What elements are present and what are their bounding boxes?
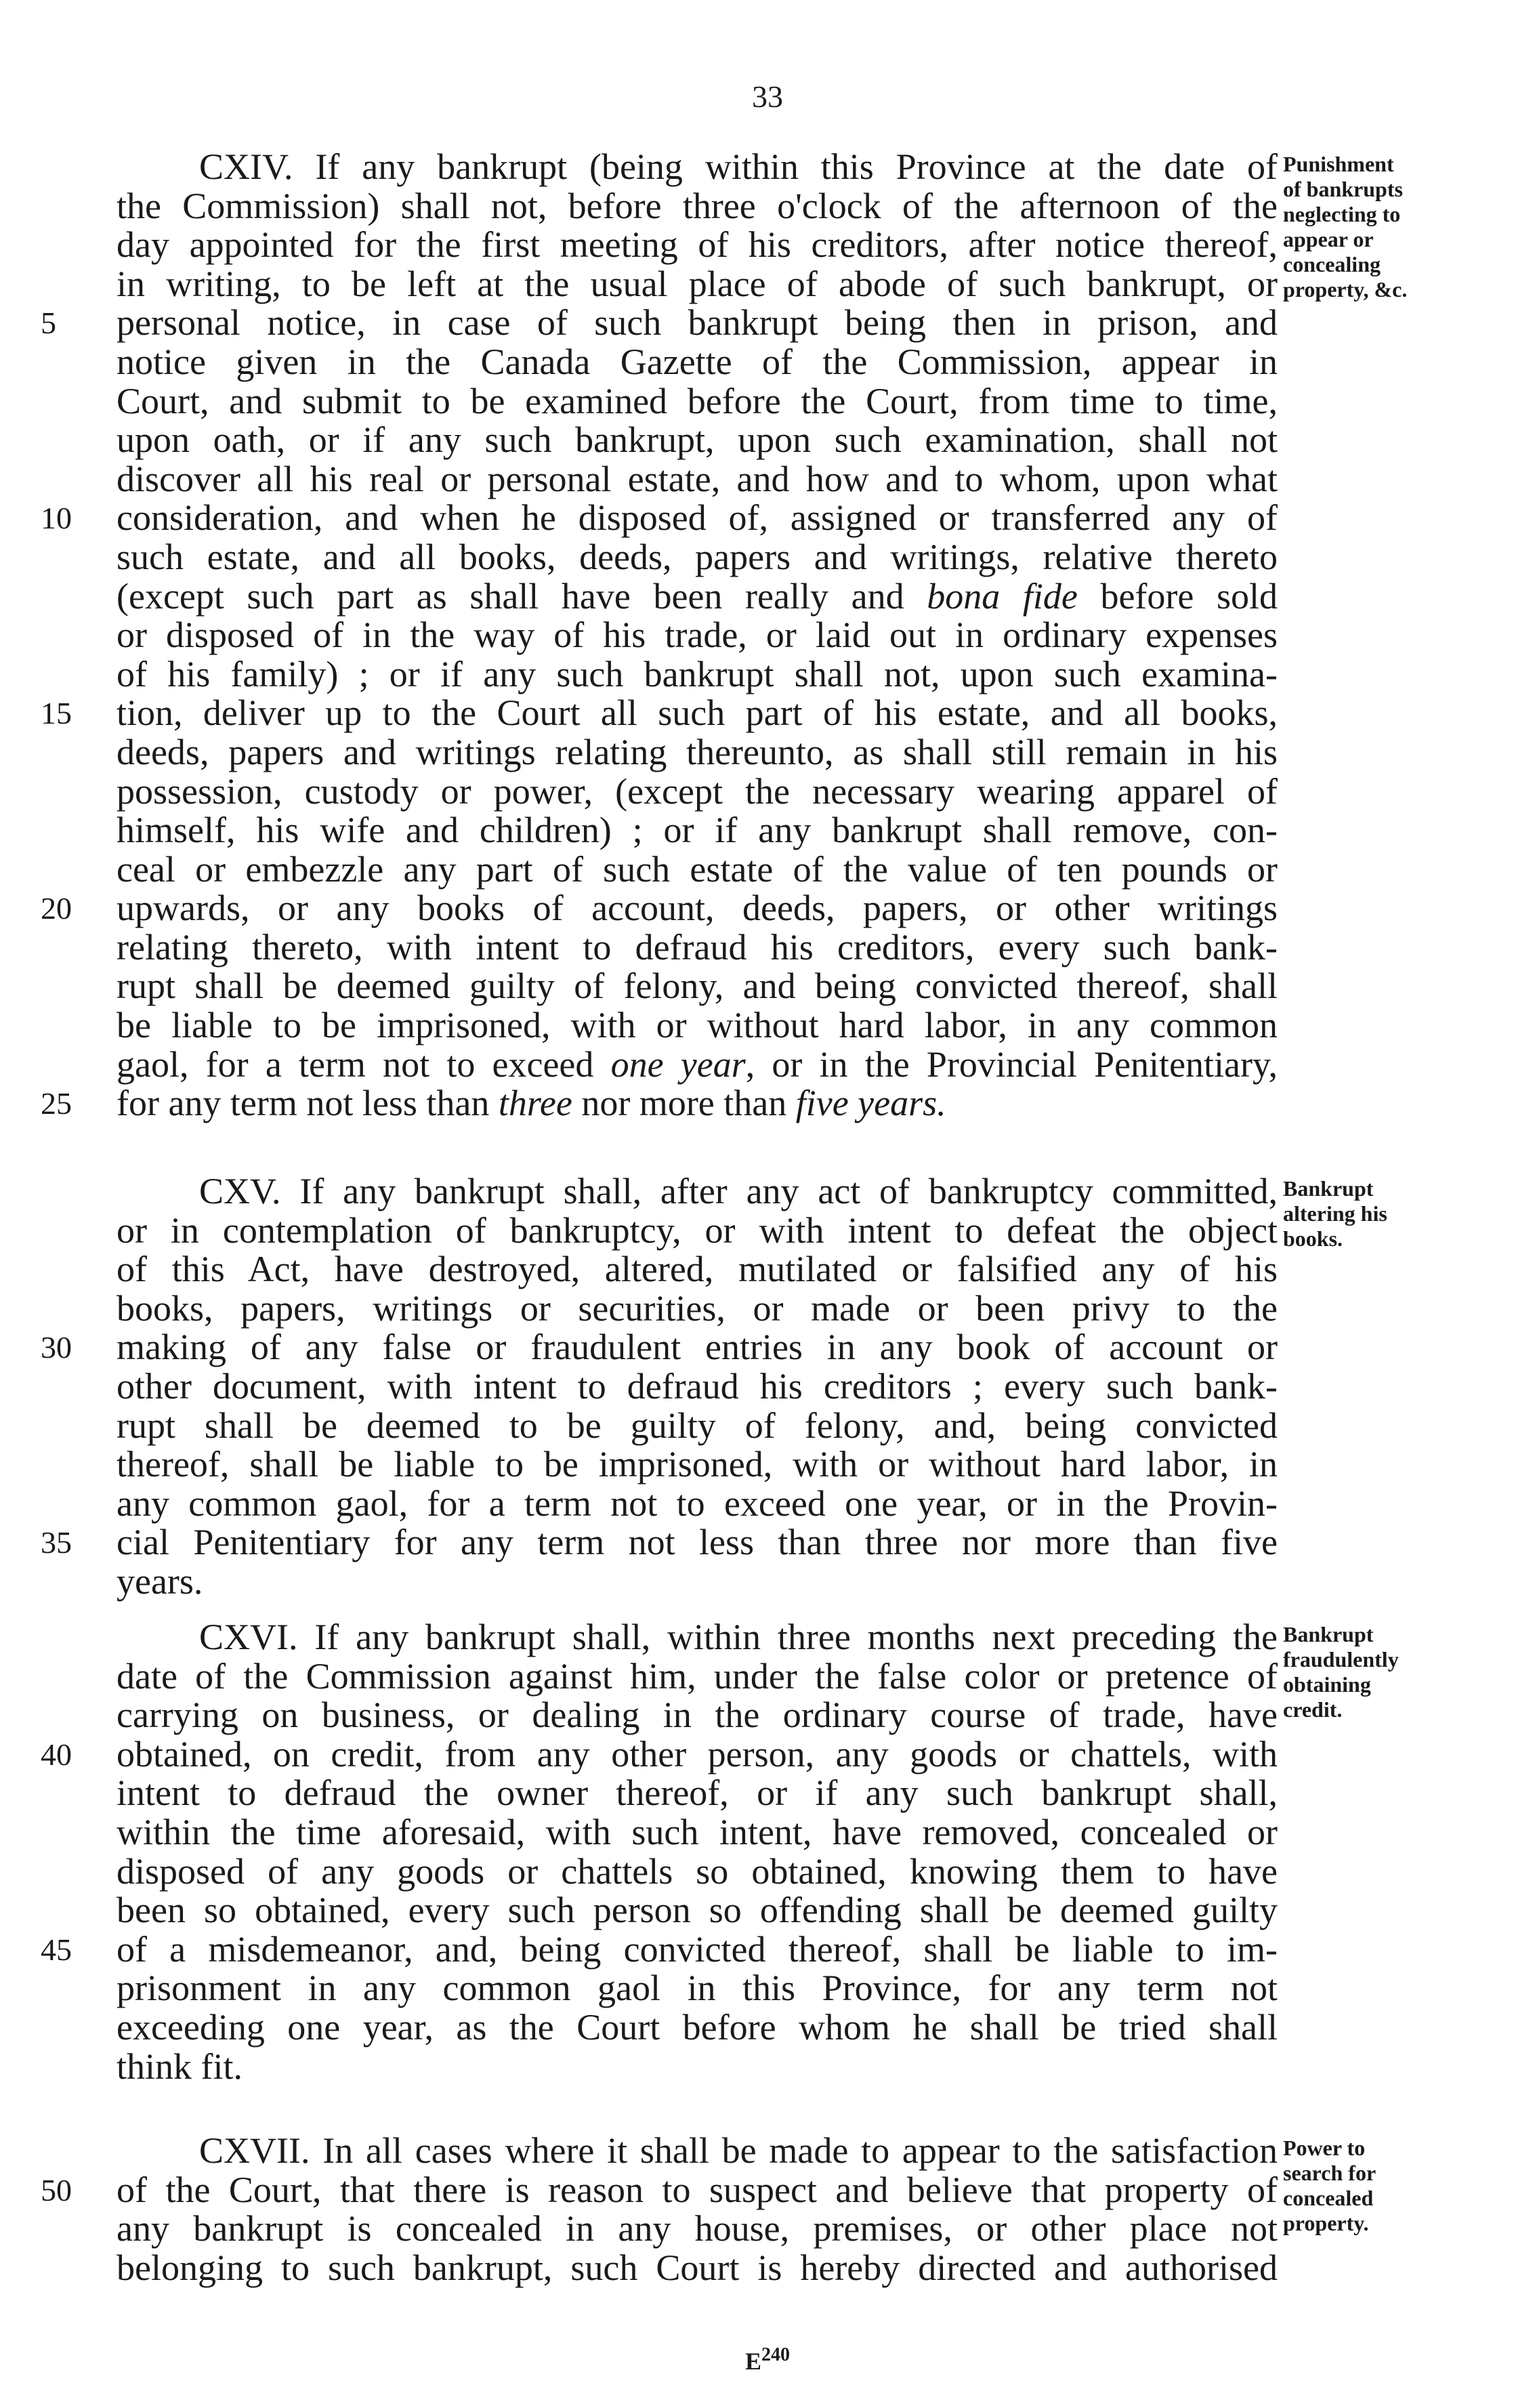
marginal-note-line: appear or [1283,227,1374,251]
line-text: other document, with intent to defraud his creditors ; every such bank- [117,1365,1278,1407]
text-line [117,1891,1278,1930]
text-line [117,1969,1278,2008]
marginal-note [1283,152,1486,302]
section-cxvi [41,1617,1278,2087]
line-text: of his family) ; or if any such bankrupt shall not, upon such examina- [117,653,1278,694]
line-text: within the time aforesaid, with such intent, have removed, concealed or [117,1811,1278,1852]
text-line [117,538,1278,577]
marginal-note-line: concealing [1283,252,1381,276]
line-number: 20 [41,891,72,926]
text-line [117,1367,1278,1407]
text-line [41,497,1278,539]
text-line [117,811,1278,850]
printer-signature [0,2344,1535,2375]
line-text: day appointed for the first meeting of his creditors, after notice thereof, [117,224,1278,266]
line-text: discover all his real or personal estate, and how and to whom, upon what [117,458,1278,499]
text-line [117,577,1278,617]
line-text: upon oath, or if any such bankrupt, upon such examination, shall not [117,419,1278,461]
line-text: of a misdemeanor, and, being convicted thereof, shall be liable to im- [117,1928,1278,1970]
line-text: (except such part as shall have been really and bona fide before sold [117,575,1278,617]
marginal-note [1283,2136,1486,2236]
line-text: of this Act, have destroyed, altered, mutilated or falsified any of his [117,1249,1278,1290]
marginal-note-line: property, &c. [1283,277,1408,302]
text-line [41,1083,1278,1124]
text-line [117,1045,1278,1085]
page-number: 33 [752,79,783,114]
line-text: CXV. If any bankrupt shall, after any act of bankruptcy committed, [199,1171,1278,1211]
text-line [117,1445,1278,1485]
text-line [117,1211,1278,1251]
marginal-note-line: books. [1283,1226,1343,1251]
line-number: 15 [41,696,72,731]
text-line [117,928,1278,968]
signature-letter: E [744,2348,761,2375]
marginal-note-line: altering his [1283,1201,1387,1226]
line-text: cial Penitentiary for any term not less than three nor more than five [117,1522,1278,1563]
line-text: CXVI. If any bankrupt shall, within three months next preceding the [199,1617,1278,1657]
text-line [117,148,1278,187]
line-text: rupt shall be deemed to be guilty of felony, and, being convicted [117,1405,1278,1446]
text-line [117,1852,1278,1892]
section-cxv [41,1171,1278,1602]
marginal-note-line: neglecting to [1283,202,1401,226]
marginal-note-line: Bankrupt [1283,1176,1374,1201]
marginal-note-line: Bankrupt [1283,1622,1374,1646]
text-line [117,850,1278,890]
text-line [41,2169,1278,2210]
marginal-note-line: search for [1283,2161,1376,2185]
line-text: gaol, for a term not to exceed one year, or in the Provincial Penitentiary, [117,1043,1278,1085]
line-text: books, papers, writings or securities, or made or been privy to the [117,1287,1278,1329]
text-line [117,1482,1278,1524]
line-text: exceeding one year, as the Court before whom he shall be tried shall [117,2006,1278,2048]
line-text: Court, and submit to be examined before the Court, from time to time, [117,380,1278,421]
line-text: or in contemplation of bankruptcy, or with intent to defeat the object [117,1209,1278,1251]
text-line [117,343,1278,382]
line-text: notice given in the Canada Gazette of the Commission, appear in [117,341,1278,382]
text-line [117,226,1278,265]
text-line [117,265,1278,304]
line-text: personal notice, in case of such bankrupt being then in prison, and [117,302,1278,344]
line-text: belonging to such bankrupt, such Court is hereby directed and authorised [117,2247,1278,2288]
text-line [41,1327,1278,1368]
line-text: making of any false or fraudulent entries in any book of account or [117,1327,1278,1368]
text-line [117,1774,1278,1813]
line-text: relating thereto, with intent to defraud his creditors, every such bank- [117,926,1278,968]
text-line [117,733,1278,772]
line-text: himself, his wife and children) ; or if any bankrupt shall remove, con- [117,810,1278,851]
text-line [117,187,1278,226]
line-number: 30 [41,1330,72,1365]
line-text: tion, deliver up to the Court all such part of his estate, and all books, [117,692,1278,734]
text-line [117,421,1278,460]
line-text: CXIV. If any bankrupt (being within this Province at the date of [199,146,1278,187]
line-text: ceal or embezzle any part of such estate of the value of ten pounds or [117,848,1278,890]
line-text: in writing, to be left at the usual place of abode of such bankrupt, or [117,263,1278,304]
line-text: rupt shall be deemed guilty of felony, and being convicted thereof, shall [117,966,1278,1007]
text-line [117,1562,1278,1602]
line-number: 45 [41,1932,72,1967]
text-line [117,1289,1278,1329]
text-line [117,1813,1278,1852]
line-text: any common gaol, for a term not to exceed one year, or in the Provin- [117,1482,1278,1524]
line-text: such estate, and all books, deeds, papers and writings, relative thereto [117,536,1278,577]
text-line [117,2209,1278,2249]
text-line [117,382,1278,421]
line-text: thereof, shall be liable to be imprisoned, with or without hard labor, in [117,1444,1278,1485]
text-line [41,1522,1278,1563]
text-line [117,1172,1278,1211]
line-text: the Commission) shall not, before three o'clock of the afternoon of the [117,185,1278,226]
text-line [41,1928,1278,1970]
marginal-note-line: concealed [1283,2186,1374,2210]
line-text: years. [117,1560,203,1602]
signature-number: 240 [761,2344,790,2365]
text-line [41,692,1278,734]
text-line [117,1696,1278,1735]
line-number: 40 [41,1737,72,1772]
line-text: think fit. [117,2046,243,2087]
line-text: disposed of any goods or chattels so obtained, knowing them to have [117,1850,1278,1892]
text-line [117,2048,1278,2087]
line-text: CXVII. In all cases where it shall be made to appear to the satisfaction [199,2130,1278,2171]
text-line [117,1618,1278,1657]
text-line [41,302,1278,344]
line-text: obtained, on credit, from any other person, any goods or chattels, with [117,1733,1278,1774]
text-line [117,2249,1278,2288]
marginal-note-line: Punishment [1283,152,1394,176]
text-line [117,1006,1278,1045]
marginal-note [1283,1622,1486,1722]
line-text: for any term not less than three nor more than five years. [117,1083,946,1124]
text-line [117,2008,1278,2048]
marginal-note-line: Power to [1283,2136,1366,2160]
marginal-note [1283,1176,1486,1251]
line-text: possession, custody or power, (except the necessary wearing apparel of [117,770,1278,812]
line-number: 50 [41,2172,72,2207]
section-cxiv [41,146,1278,1124]
text-line [117,772,1278,812]
text-line [117,616,1278,655]
text-line [117,2132,1278,2171]
line-text: deeds, papers and writings relating thereunto, as shall still remain in his [117,731,1278,772]
marginal-note-line: obtaining [1283,1672,1371,1697]
line-text: carrying on business, or dealing in the ordinary course of trade, have [117,1695,1278,1736]
line-text: intent to defraud the owner thereof, or if any such bankrupt shall, [117,1772,1278,1814]
text-line [41,1733,1278,1774]
line-text: be liable to be imprisoned, with or without hard labor, in any common [117,1005,1278,1046]
section-cxvii [41,2130,1278,2288]
marginal-note-line: fraudulently [1283,1647,1399,1672]
line-text: upwards, or any books of account, deeds, papers, or other writings [117,888,1278,929]
text-line [117,1657,1278,1697]
line-text: or disposed of in the way of his trade, or laid out in ordinary expenses [117,615,1278,656]
line-text: consideration, and when he disposed of, assigned or transferred any of [117,497,1278,539]
marginal-note-line: credit. [1283,1697,1343,1722]
text-line [117,1250,1278,1289]
text-line [41,888,1278,929]
marginal-note-line: of bankrupts [1283,177,1403,201]
line-text: of the Court, that there is reason to suspect and believe that property of [117,2169,1278,2210]
text-line [117,460,1278,499]
line-text: prisonment in any common gaol in this Province, for any term not [117,1968,1278,2009]
line-number: 35 [41,1525,72,1560]
line-number: 25 [41,1086,72,1121]
line-text: been so obtained, every such person so offending shall be deemed guilty [117,1890,1278,1931]
line-text: date of the Commission against him, under the false color or pretence of [117,1655,1278,1697]
text-line [117,1407,1278,1446]
marginal-note-line: property. [1283,2211,1369,2235]
line-number: 5 [41,306,56,341]
line-number: 10 [41,501,72,536]
line-text: any bankrupt is concealed in any house, premises, or other place not [117,2208,1278,2249]
text-line [117,655,1278,694]
text-line [117,967,1278,1006]
